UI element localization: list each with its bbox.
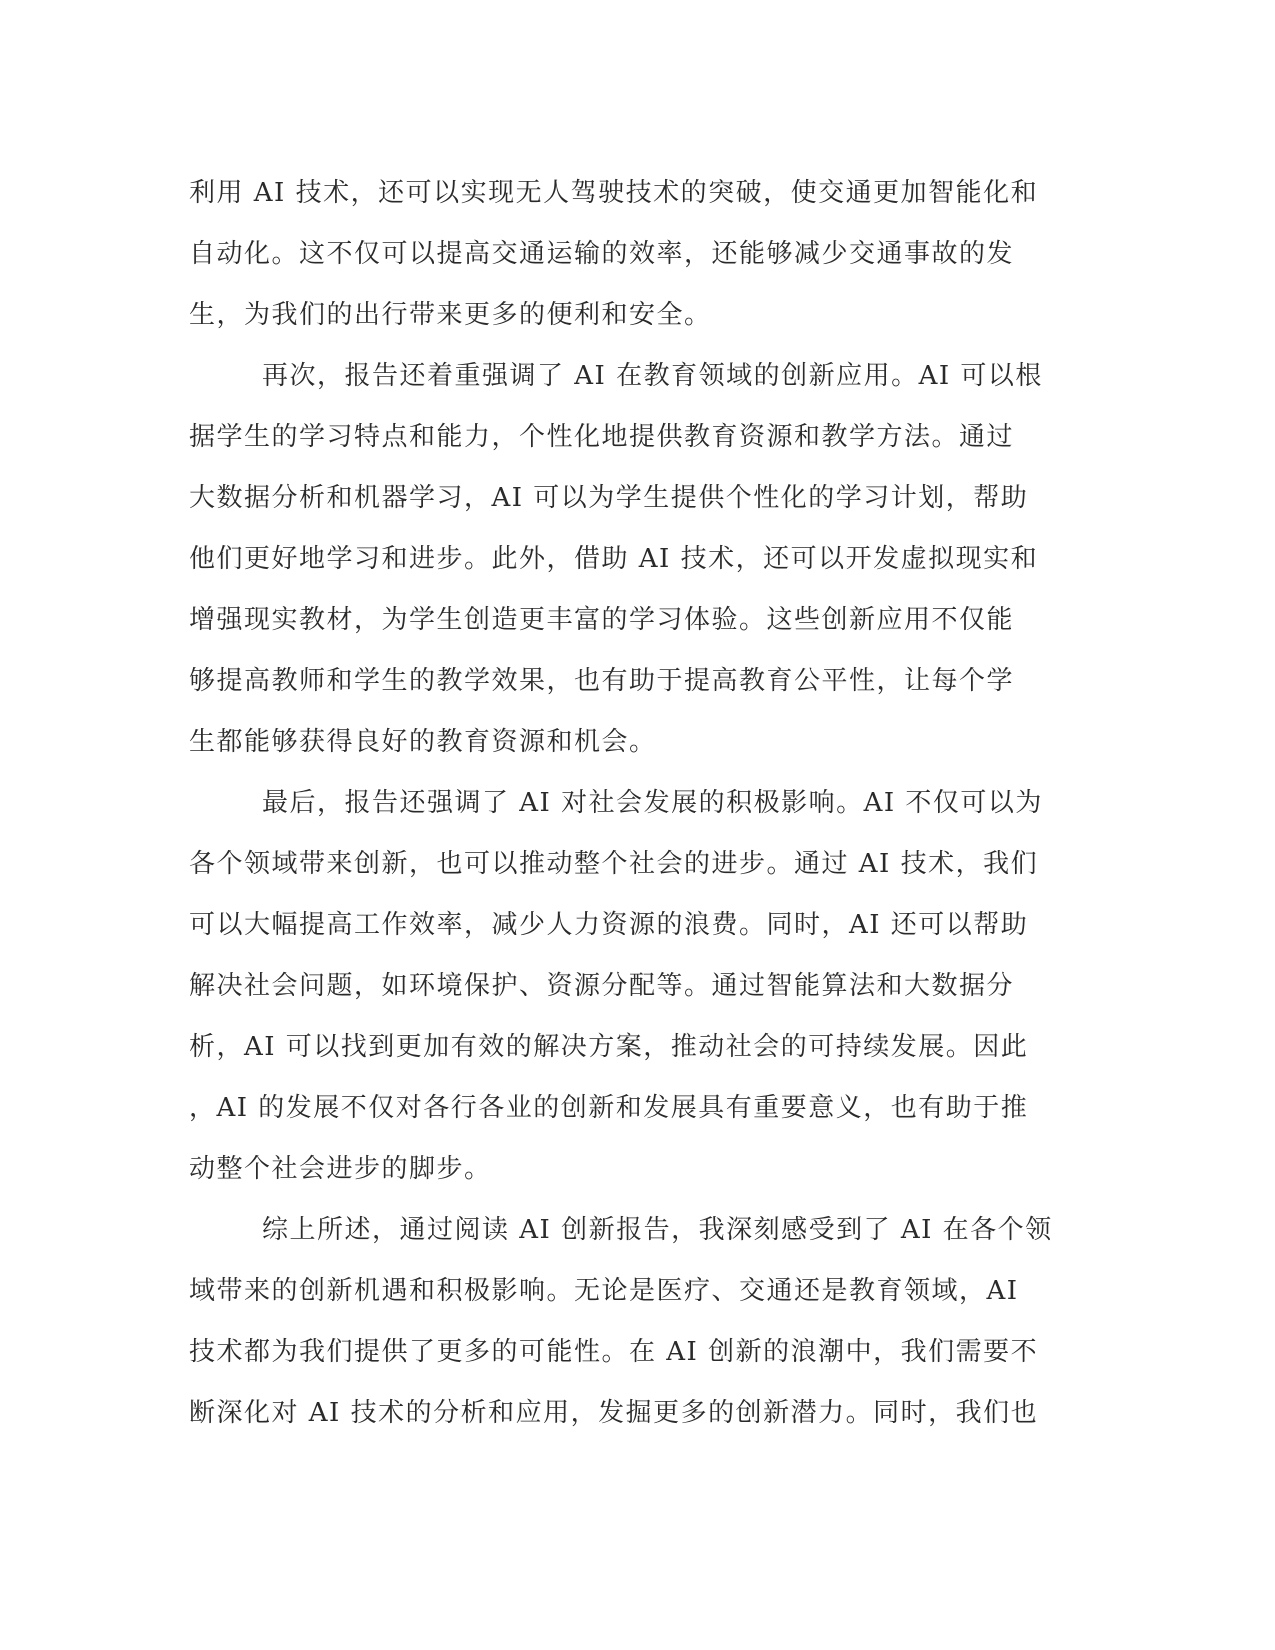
text-line-10: 生都能够获得良好的教育资源和机会。 [189,727,657,757]
text-line-19: 域带来的创新机遇和积极影响。无论是医疗、交通还是教育领域，AI [189,1276,1019,1306]
text-line-17: 动整个社会进步的脚步。 [189,1154,492,1184]
text-line-2: 自动化。这不仅可以提高交通运输的效率，还能够减少交通事故的发 [189,239,1015,269]
text-line-21: 断深化对 AI 技术的分析和应用，发掘更多的创新潜力。同时，我们也 [189,1398,1039,1428]
text-line-13: 可以大幅提高工作效率，减少人力资源的浪费。同时，AI 还可以帮助 [189,910,1029,940]
text-line-8: 增强现实教材，为学生创造更丰富的学习体验。这些创新应用不仅能 [189,605,1015,635]
text-line-16: ，AI 的发展不仅对各行各业的创新和发展具有重要意义，也有助于推 [189,1093,1029,1123]
text-line-5: 据学生的学习特点和能力，个性化地提供教育资源和教学方法。通过 [189,422,1015,452]
text-line-12: 各个领域带来创新，也可以推动整个社会的进步。通过 AI 技术，我们 [189,849,1039,879]
paragraph-start-line: 再次，报告还着重强调了 AI 在教育领域的创新应用。AI 可以根 [262,361,1043,391]
paragraph-start-line: 最后，报告还强调了 AI 对社会发展的积极影响。AI 不仅可以为 [262,788,1043,818]
text-line-6: 大数据分析和机器学习，AI 可以为学生提供个性化的学习计划，帮助 [189,483,1029,513]
text-line-7: 他们更好地学习和进步。此外，借助 AI 技术，还可以开发虚拟现实和 [189,544,1039,574]
body-text [189,163,1079,1444]
text-line-9: 够提高教师和学生的教学效果，也有助于提高教育公平性，让每个学 [189,666,1015,696]
text-line-1: 利用 AI 技术，还可以实现无人驾驶技术的突破，使交通更加智能化和 [189,178,1039,208]
text-line-20: 技术都为我们提供了更多的可能性。在 AI 创新的浪潮中，我们需要不 [189,1337,1039,1367]
text-line-14: 解决社会问题，如环境保护、资源分配等。通过智能算法和大数据分 [189,971,1015,1001]
text-line-15: 析，AI 可以找到更加有效的解决方案，推动社会的可持续发展。因此 [189,1032,1029,1062]
paragraph-start-line: 综上所述，通过阅读 AI 创新报告，我深刻感受到了 AI 在各个领 [262,1215,1053,1245]
text-line-3: 生，为我们的出行带来更多的便利和安全。 [189,300,712,330]
